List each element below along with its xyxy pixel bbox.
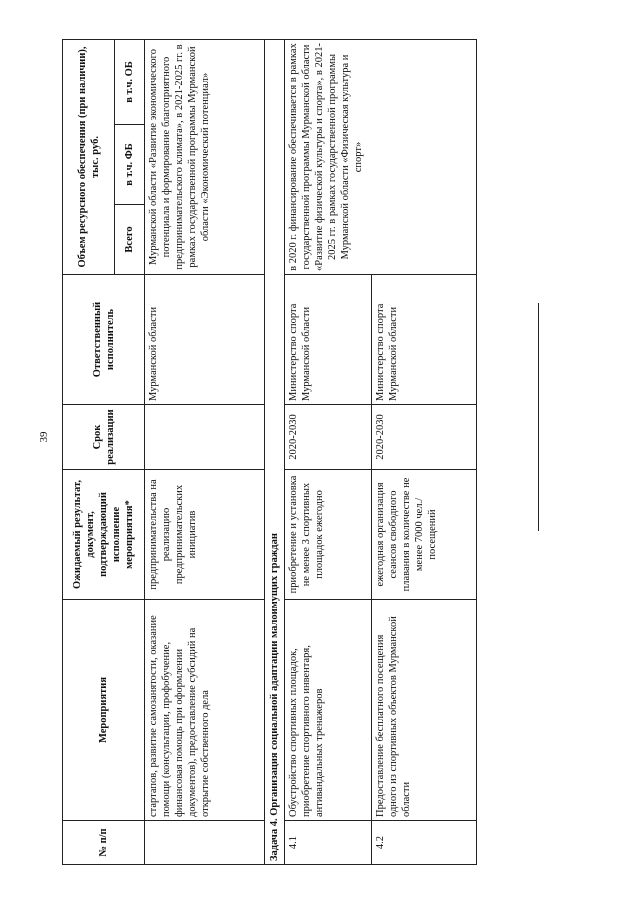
cell-executor: Министерство спорта Мурманской области xyxy=(372,275,477,405)
cell-num: 4.1 xyxy=(285,821,372,865)
section-row xyxy=(265,40,285,865)
header-num: № п/п xyxy=(63,821,145,865)
cell-result: приобретение и установка не менее 3 спортивных площадок ежегодно xyxy=(285,470,372,600)
cell-num xyxy=(145,821,265,865)
header-result: Ожидаемый результат, документ, подтверждающий исполнение мероприятия* xyxy=(63,470,145,600)
cell-executor: Министерство спорта Мурманской области xyxy=(285,275,372,405)
cell-term: 2020-2030 xyxy=(285,405,372,470)
header-total: Всего xyxy=(115,205,145,275)
table-row xyxy=(285,40,372,865)
cell-result: ежегодная организация сеансов свободного плавания в количестве не менее 7000 чел./посещений xyxy=(372,470,477,600)
cell-result: предпринимательства на реализацию предпринимательских инициатив xyxy=(145,470,265,600)
header-executor: Ответственный исполнитель xyxy=(63,275,145,405)
page-number: 39 xyxy=(38,431,50,443)
header-resources: Объем ресурсного обеспечения (при наличии), тыс. руб. xyxy=(63,40,115,275)
header-activity: Мероприятия xyxy=(63,600,145,821)
cell-executor: Мурманской области xyxy=(145,275,265,405)
cell-activity: Обустройство спортивных площадок, приобретение спортивного инвентаря, антивандальных тренажеров xyxy=(285,600,372,821)
cell-resources: Мурманской области «Развитие экономического потенциала и формирование благоприятного предпринимательского климата», в 2021-2025 гг. в рамках государственной программы Мурманской области «Экономический потенциал» xyxy=(145,40,265,275)
cell-term xyxy=(145,405,265,470)
cell-activity: стартапов, развитие самозанятости, оказание помощи (консультации, профобучение, финансовая помощь при оформлении документов), предоставление субсидий на открытие собственного дела xyxy=(145,600,265,821)
header-term: Срок реализации xyxy=(63,405,145,470)
cell-num: 4.2 xyxy=(372,821,477,865)
header-ob: в т.ч. ОБ xyxy=(115,40,145,125)
cell-term: 2020-2030 xyxy=(372,405,477,470)
table-row xyxy=(145,40,265,865)
activities-table xyxy=(62,39,477,865)
footnote-rule xyxy=(538,303,539,531)
section-title: Задача 4. Организация социальной адаптации малоимущих граждан xyxy=(265,40,285,865)
cell-activity: Предоставление бесплатного посещения одного из спортивных объектов Мурманской области xyxy=(372,600,477,821)
header-fb: в т.ч. ФБ xyxy=(115,125,145,205)
rotated-page-content xyxy=(62,40,490,865)
cell-resources: в 2020 г. финансирование обеспечивается в рамках государственной программы Мурманской области «Развитие физической культуры и спорта», в 2021-2025 гг. в рамках государственной программы Мурманской области «Физическая культура и спорт» xyxy=(285,40,477,275)
